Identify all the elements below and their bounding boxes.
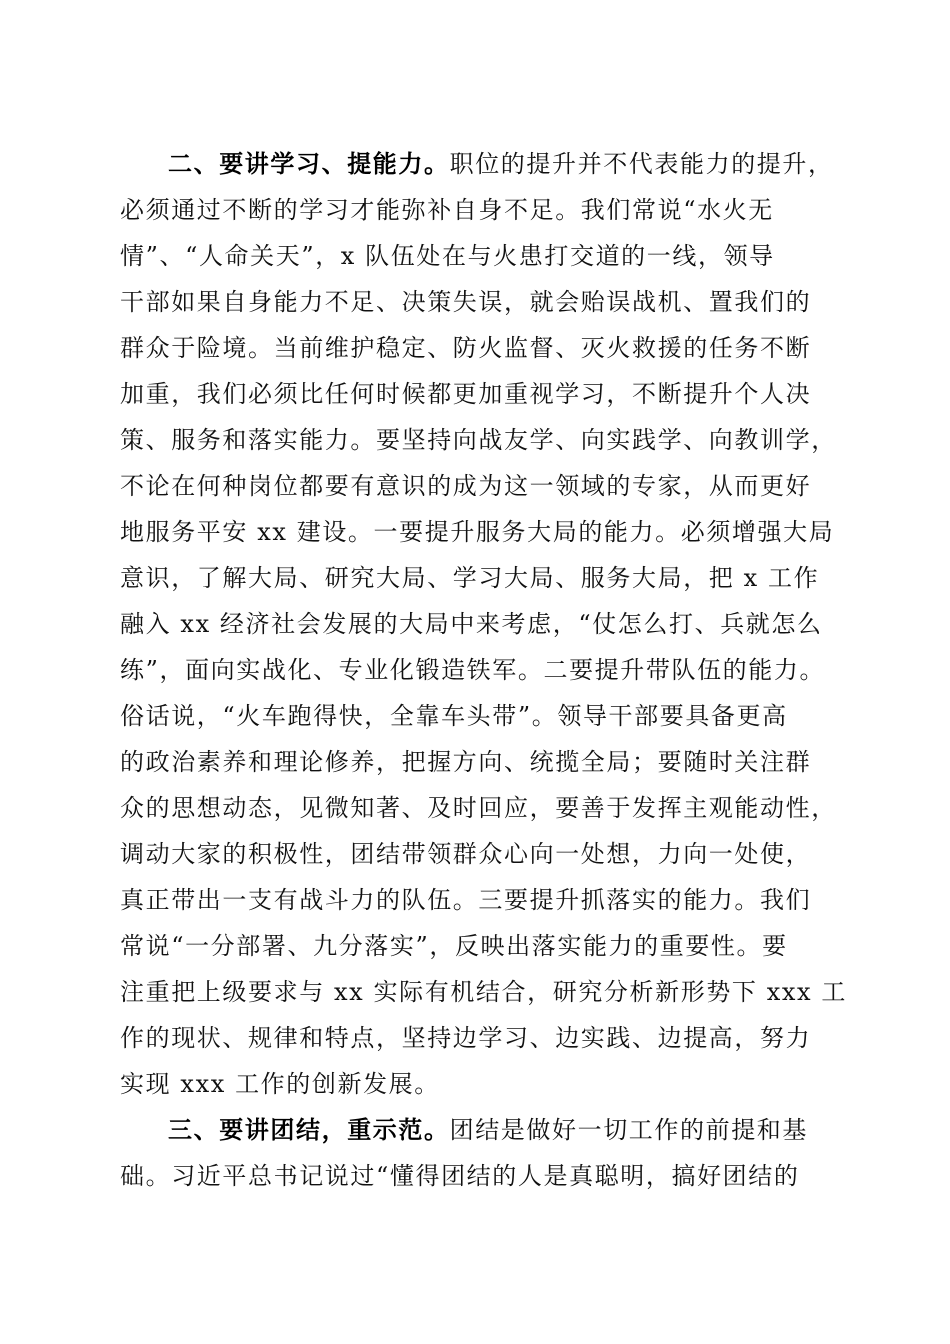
paragraph-line: 情”、“人命关天”，x 队伍处在与火患打交道的一线，领导: [120, 242, 775, 270]
paragraph-line: 不论在何种岗位都要有意识的成为这一领域的专家，从而更好: [120, 472, 812, 500]
line-text: 职位的提升并不代表能力的提升，: [449, 150, 834, 178]
paragraph-line: 众的思想动态，见微知著、及时回应，要善于发挥主观能动性，: [120, 794, 837, 822]
paragraph-line: 常说“一分部署、九分落实”，反映出落实能力的重要性。要: [120, 932, 788, 960]
paragraph-line: [168, 1112, 832, 1148]
paragraph-line: 俗话说，“火车跑得快，全靠车头带”。领导干部要具备更高: [120, 702, 788, 730]
section-heading: 二、要讲学习、提能力。: [168, 150, 450, 178]
paragraph-line: 群众于险境。当前维护稳定、防火监督、灭火救援的任务不断: [120, 334, 812, 362]
paragraph-line: 注重把上级要求与 xx 实际有机结合，研究分析新形势下 xxx 工: [120, 978, 847, 1006]
paragraph-line: 的政治素养和理论修养，把握方向、统揽全局；要随时关注群: [120, 748, 812, 776]
paragraph-line: 必须通过不断的学习才能弥补自身不足。我们常说“水火无: [120, 196, 774, 224]
paragraph-line: 融入 xx 经济社会发展的大局中来考虑，“仗怎么打、兵就怎么: [120, 610, 823, 638]
paragraph-line: 意识，了解大局、研究大局、学习大局、服务大局，把 x 工作: [120, 564, 820, 592]
paragraph-line: 加重，我们必须比任何时候都更加重视学习，不断提升个人决: [120, 380, 812, 408]
line-text: 团结是做好一切工作的前提和基: [449, 1116, 809, 1144]
paragraph-line: 础。习近平总书记说过“懂得团结的人是真聪明，搞好团结的: [120, 1162, 800, 1190]
paragraph-line: 调动大家的积极性，团结带领群众心向一处想，力向一处使，: [120, 840, 812, 868]
paragraph-line: 作的现状、规律和特点，坚持边学习、边实践、边提高，努力: [120, 1024, 812, 1052]
paragraph-line: 真正带出一支有战斗力的队伍。三要提升抓落实的能力。我们: [120, 886, 812, 914]
paragraph-line: 实现 xxx 工作的创新发展。: [120, 1070, 440, 1098]
section-heading: 三、要讲团结，重示范。: [168, 1116, 450, 1144]
paragraph-line: [168, 146, 832, 182]
paragraph-line: 练”，面向实战化、专业化锻造铁军。二要提升带队伍的能力。: [120, 656, 826, 684]
paragraph-line: 地服务平安 xx 建设。一要提升服务大局的能力。必须增强大局: [120, 518, 835, 546]
paragraph-line: 干部如果自身能力不足、决策失误，就会贻误战机、置我们的: [120, 288, 812, 316]
paragraph-line: 策、服务和落实能力。要坚持向战友学、向实践学、向教训学，: [120, 426, 837, 454]
